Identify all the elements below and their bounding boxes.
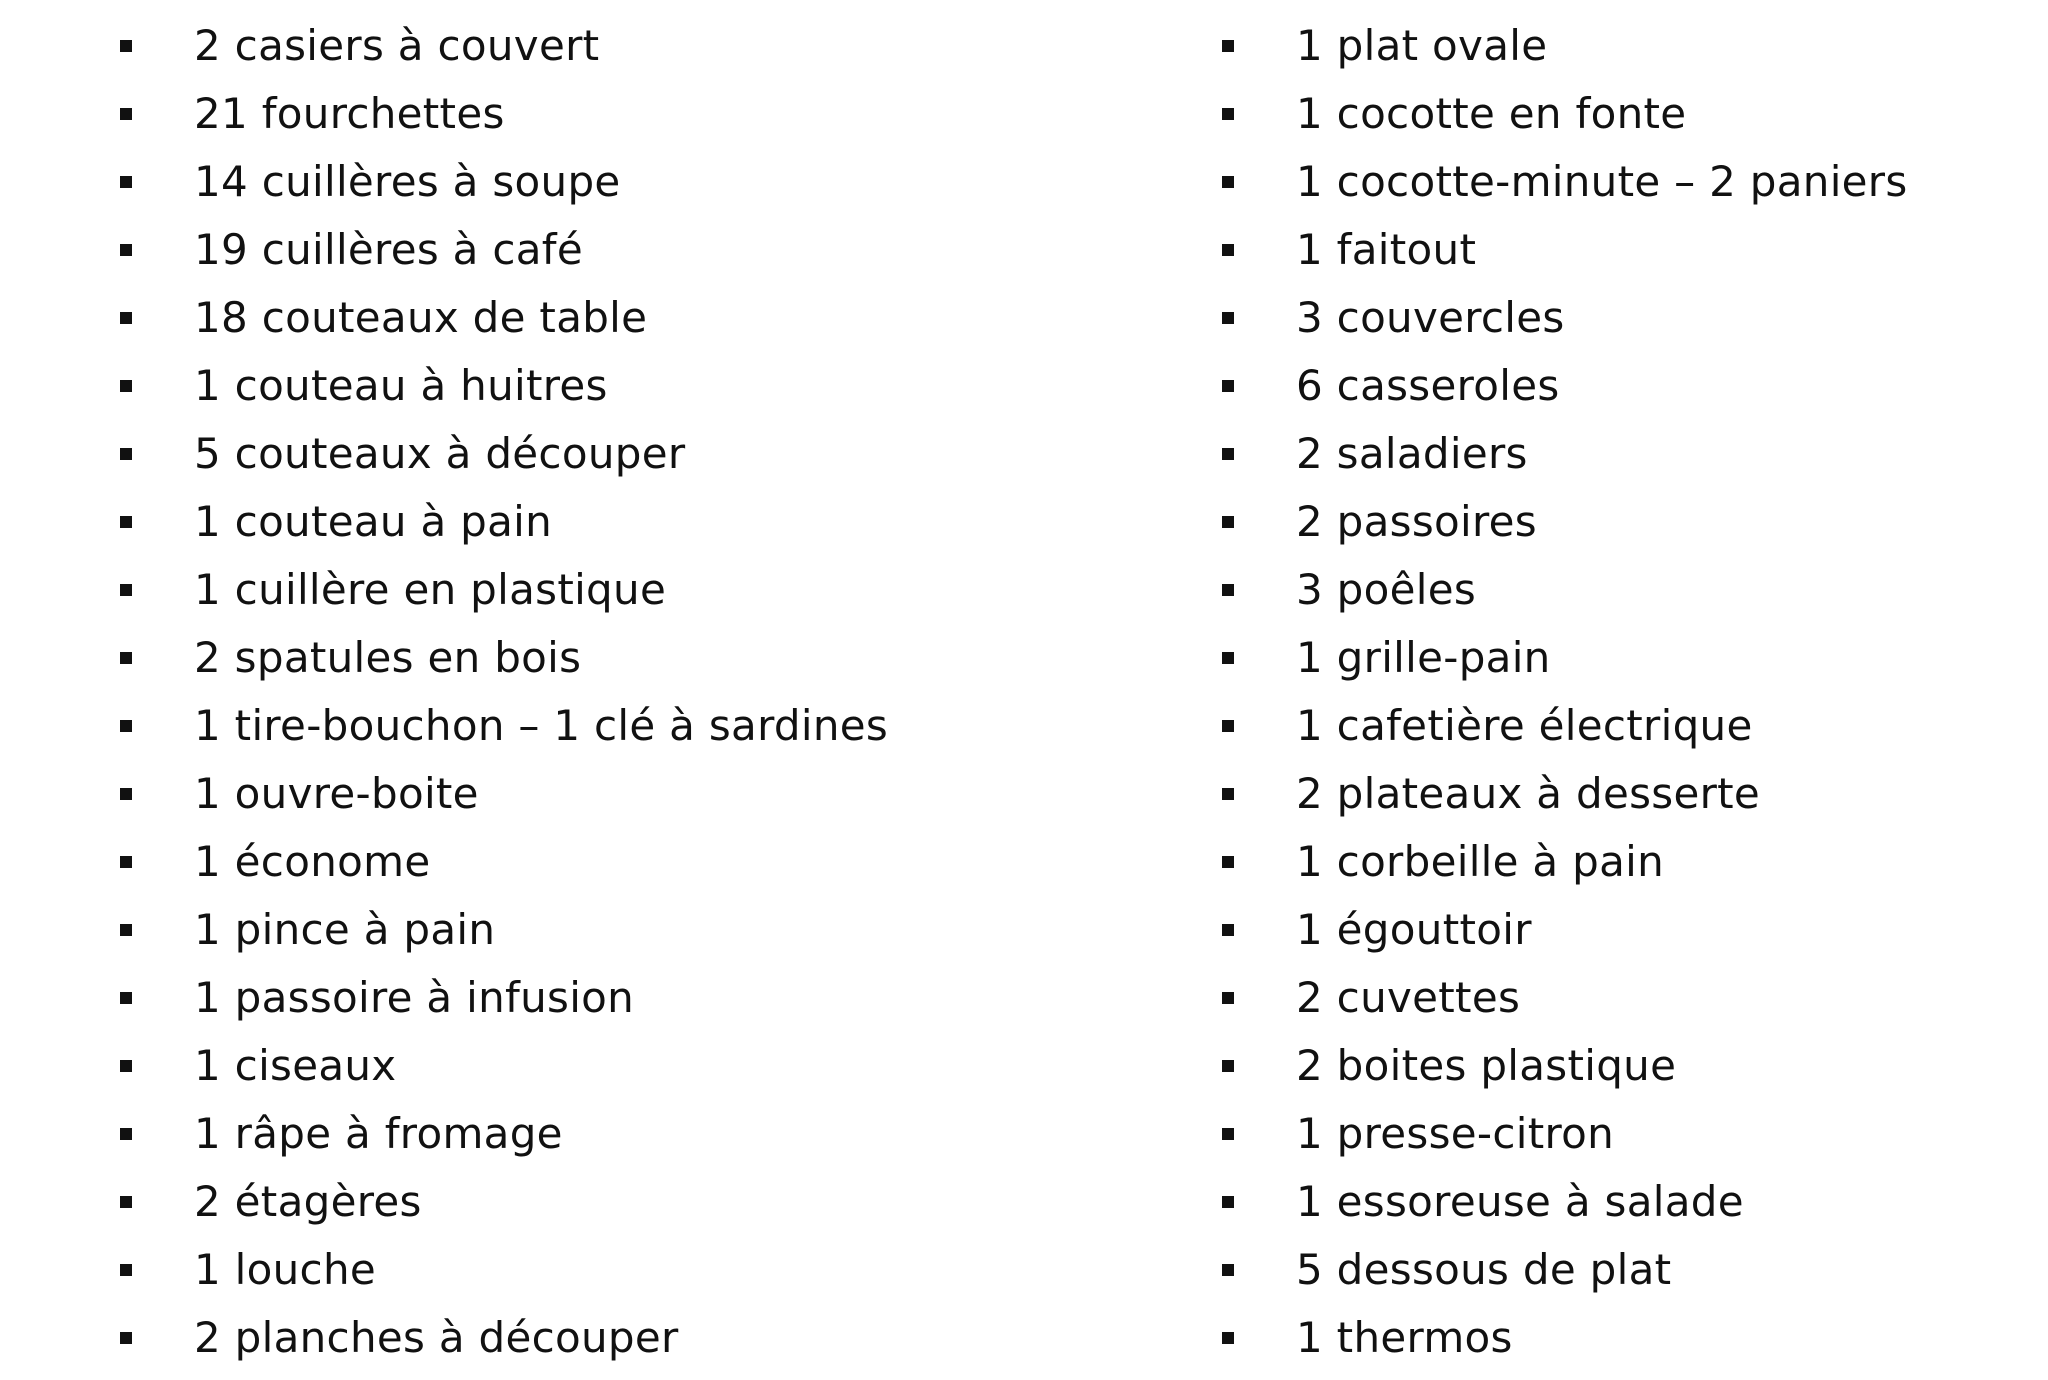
list-item — [1222, 1040, 2022, 1108]
item-label: 1 faitout — [1296, 225, 1477, 274]
bullet-icon — [120, 40, 132, 52]
item-label: 1 ouvre-boite — [194, 769, 479, 818]
bullet-icon — [120, 244, 132, 256]
item-label: 2 planches à découper — [194, 1313, 679, 1362]
bullet-icon — [1222, 448, 1234, 460]
item-label: 1 cafetière électrique — [1296, 701, 1753, 750]
list-item — [1222, 1244, 2022, 1312]
item-label: 1 cocotte-minute – 2 paniers — [1296, 157, 1908, 206]
item-label: 2 casiers à couvert — [194, 21, 600, 70]
list-item — [120, 156, 1120, 224]
list-item — [120, 1108, 1120, 1176]
bullet-icon — [120, 788, 132, 800]
list-item — [120, 88, 1120, 156]
item-label: 19 cuillères à café — [194, 225, 584, 274]
list-item — [120, 904, 1120, 972]
item-label: 5 couteaux à découper — [194, 429, 686, 478]
list-item — [120, 700, 1120, 768]
bullet-icon — [1222, 652, 1234, 664]
bullet-icon — [120, 992, 132, 1004]
bullet-icon — [1222, 720, 1234, 732]
item-label: 1 essoreuse à salade — [1296, 1177, 1744, 1226]
bullet-icon — [120, 516, 132, 528]
item-label: 2 spatules en bois — [194, 633, 582, 682]
list-item — [1222, 224, 2022, 292]
bullet-icon — [1222, 380, 1234, 392]
bullet-icon — [1222, 856, 1234, 868]
bullet-icon — [120, 1332, 132, 1344]
list-item — [1222, 904, 2022, 972]
bullet-icon — [1222, 1060, 1234, 1072]
item-label: 2 boites plastique — [1296, 1041, 1677, 1090]
bullet-icon — [1222, 1128, 1234, 1140]
list-item — [1222, 700, 2022, 768]
item-label: 21 fourchettes — [194, 89, 505, 138]
bullet-icon — [1222, 584, 1234, 596]
item-label: 1 râpe à fromage — [194, 1109, 563, 1158]
bullet-icon — [1222, 312, 1234, 324]
list-item — [1222, 156, 2022, 224]
bullet-icon — [1222, 992, 1234, 1004]
list-item — [1222, 768, 2022, 836]
item-label: 6 casseroles — [1296, 361, 1560, 410]
list-item — [120, 836, 1120, 904]
item-label: 1 pince à pain — [194, 905, 496, 954]
bullet-icon — [120, 856, 132, 868]
item-label: 1 corbeille à pain — [1296, 837, 1664, 886]
bullet-icon — [1222, 1264, 1234, 1276]
bullet-icon — [1222, 244, 1234, 256]
bullet-icon — [120, 448, 132, 460]
bullet-icon — [120, 1060, 132, 1072]
list-item — [1222, 428, 2022, 496]
item-label: 1 cuillère en plastique — [194, 565, 667, 614]
item-label: 14 cuillères à soupe — [194, 157, 621, 206]
item-label: 1 économe — [194, 837, 431, 886]
item-label: 1 plat ovale — [1296, 21, 1548, 70]
bullet-icon — [1222, 1196, 1234, 1208]
item-label: 3 poêles — [1296, 565, 1477, 614]
bullet-icon — [120, 1196, 132, 1208]
item-label: 1 presse-citron — [1296, 1109, 1615, 1158]
cropped-text-fragment — [1222, 0, 2048, 14]
list-item — [1222, 1312, 2022, 1380]
list-item — [120, 20, 1120, 88]
list-item — [1222, 496, 2022, 564]
item-label: 1 louche — [194, 1245, 377, 1294]
list-item — [120, 1040, 1120, 1108]
item-label: 1 couteau à pain — [194, 497, 553, 546]
item-label: 1 couteau à huitres — [194, 361, 608, 410]
item-label: 2 plateaux à desserte — [1296, 769, 1761, 818]
list-item — [120, 1244, 1120, 1312]
bullet-icon — [1222, 788, 1234, 800]
list-item — [1222, 564, 2022, 632]
bullet-icon — [1222, 108, 1234, 120]
list-item — [120, 564, 1120, 632]
list-item — [120, 428, 1120, 496]
item-label: 5 dessous de plat — [1296, 1245, 1672, 1294]
item-label: 1 égouttoir — [1296, 905, 1532, 954]
bullet-icon — [1222, 924, 1234, 936]
list-item — [120, 972, 1120, 1040]
bullet-icon — [120, 1128, 132, 1140]
bullet-icon — [120, 584, 132, 596]
bullet-icon — [1222, 1332, 1234, 1344]
list-item — [1222, 20, 2022, 88]
list-item — [1222, 836, 2022, 904]
list-item — [1222, 632, 2022, 700]
list-item — [120, 1312, 1120, 1380]
item-label: 2 cuvettes — [1296, 973, 1521, 1022]
bullet-icon — [120, 380, 132, 392]
bullet-icon — [1222, 516, 1234, 528]
list-item — [120, 224, 1120, 292]
item-label: 2 saladiers — [1296, 429, 1528, 478]
item-label: 2 passoires — [1296, 497, 1537, 546]
bullet-icon — [120, 176, 132, 188]
list-item — [120, 768, 1120, 836]
bullet-icon — [120, 924, 132, 936]
list-item — [120, 632, 1120, 700]
bullet-icon — [1222, 176, 1234, 188]
list-item — [1222, 1176, 2022, 1244]
bullet-icon — [1222, 40, 1234, 52]
list-item — [120, 292, 1120, 360]
list-item — [120, 360, 1120, 428]
bullet-icon — [120, 652, 132, 664]
item-label: 18 couteaux de table — [194, 293, 648, 342]
bullet-icon — [120, 1264, 132, 1276]
list-item — [1222, 972, 2022, 1040]
item-label: 3 couvercles — [1296, 293, 1565, 342]
item-label: 1 tire-bouchon – 1 clé à sardines — [194, 701, 889, 750]
list-item — [1222, 1108, 2022, 1176]
left-item-list — [120, 20, 1120, 1380]
list-item — [120, 496, 1120, 564]
item-label: 1 cocotte en fonte — [1296, 89, 1687, 138]
list-item — [1222, 360, 2022, 428]
list-item — [120, 1176, 1120, 1244]
list-item — [1222, 292, 2022, 360]
item-label: 1 grille-pain — [1296, 633, 1551, 682]
bullet-icon — [120, 720, 132, 732]
list-item — [1222, 88, 2022, 156]
item-label: 1 thermos — [1296, 1313, 1513, 1362]
item-label: 2 étagères — [194, 1177, 422, 1226]
item-label: 1 passoire à infusion — [194, 973, 635, 1022]
right-item-list — [1222, 20, 2022, 1380]
item-label: 1 ciseaux — [194, 1041, 397, 1090]
bullet-icon — [120, 108, 132, 120]
bullet-icon — [120, 312, 132, 324]
